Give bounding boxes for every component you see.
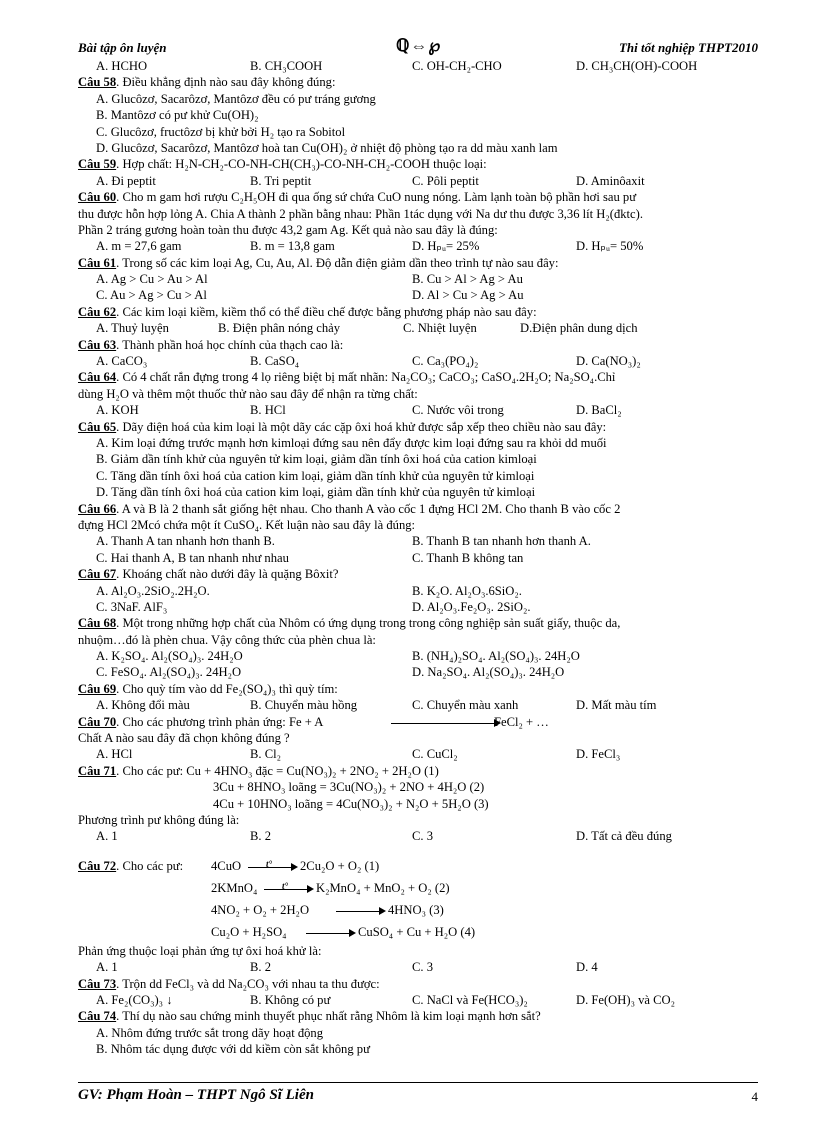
option: D. 4 <box>576 960 598 975</box>
equation <box>78 921 758 943</box>
heat-symbol: t° <box>266 858 273 869</box>
option: C. Nhiệt luyện <box>403 321 477 336</box>
option: A. Kim loại đứng trước mạnh hơn kimloại đứng sau nên đẩy được kim loại đứng sau ra khỏi dd muối <box>96 435 607 450</box>
options-row <box>78 746 758 762</box>
equation-reactant: 4CuO <box>211 858 242 873</box>
option: D. Hₚᵤ= 50% <box>576 239 644 254</box>
option: B. Mantôzơ có pư khử Cu(OH)₂ <box>96 108 259 123</box>
equation-text: 4Cu + 10HNO₃ loãng = 4Cu(NO₃)₂ + N₂O + 5H₂O (3) <box>213 796 489 811</box>
reaction-arrow <box>264 880 314 894</box>
question-label: Câu 60 <box>78 190 117 205</box>
question-text: . Cho các pư: <box>116 858 184 873</box>
option: D. Glucôzơ, Sacarôzơ, Mantôzơ hoà tan Cu(OH)₂ ở nhiệt độ phòng tạo ra dd màu xanh lam <box>96 140 558 155</box>
reaction-arrow <box>248 858 298 872</box>
options-row <box>78 959 758 975</box>
options-row <box>78 353 758 369</box>
question-label: Câu 72 <box>78 858 117 873</box>
question-label: Câu 69 <box>78 681 117 696</box>
option: D. Tăng dần tính ôxi hoá của cation kim loại, giảm dần tính khử của nguyên tử kimloại <box>96 485 536 500</box>
question-66 <box>78 501 758 517</box>
question-text: . Dãy điện hoá của kim loại là một dãy các cặp ôxi hoá khử được sắp xếp theo chiều nào sau đây: <box>116 419 607 434</box>
reaction-arrow <box>391 718 501 728</box>
option: A. HCl <box>96 747 133 762</box>
question-label: Câu 62 <box>78 304 117 319</box>
option: D. Na₂SO₄. Al₂(SO₄)₃. 24H₂O <box>412 665 565 680</box>
equation <box>78 899 758 921</box>
options-row <box>78 992 758 1008</box>
question-60 <box>78 189 758 205</box>
option: C. FeSO₄. Al₂(SO₄)₃. 24H₂O <box>96 665 242 680</box>
equation <box>78 779 758 795</box>
question-text: dùng H₂O và thêm một thuốc thử nào sau đây để nhận ra từng chất: <box>78 386 418 401</box>
equation-text: 3Cu + 8HNO₃ loãng = 3Cu(NO₃)₂ + 2NO + 4H₂O (2) <box>213 780 485 795</box>
option: C. Au > Ag > Cu > Al <box>96 288 207 303</box>
question-label: Câu 70 <box>78 714 117 729</box>
option: B. Giảm dần tính khử của nguyên tử kim loại, giảm dần tính ôxi hoá của cation kimloại <box>96 452 537 467</box>
option: B. Không có pư <box>250 992 331 1007</box>
question-label: Câu 64 <box>78 370 117 385</box>
question-65 <box>78 419 758 435</box>
equation-product: CuSO₄ + Cu + H₂O (4) <box>358 924 476 939</box>
header-ornament: ℚ⇔℘ <box>396 36 442 55</box>
options-row <box>78 271 758 287</box>
option: A. Thanh A tan nhanh hơn thanh B. <box>96 534 275 549</box>
question-68 <box>78 615 758 631</box>
option: A. Đi peptit <box>96 173 156 188</box>
options-row <box>78 287 758 303</box>
prev-question-options <box>78 58 758 74</box>
option: C. 3 <box>412 829 433 844</box>
question-label: Câu 74 <box>78 1009 117 1024</box>
question-label: Câu 61 <box>78 255 117 270</box>
question-71 <box>78 763 758 779</box>
question-label: Câu 65 <box>78 419 117 434</box>
page-header <box>78 36 758 58</box>
question-63 <box>78 337 758 353</box>
option: B. CH₃COOH <box>250 59 323 73</box>
option: D. FeCl₃ <box>576 747 621 762</box>
question-73 <box>78 976 758 992</box>
option: A. Không đổi màu <box>96 698 190 713</box>
option: D.Điện phân dung dịch <box>520 321 638 336</box>
header-right: Thi tốt nghiệp THPT2010 <box>618 40 758 55</box>
question-58 <box>78 74 758 90</box>
equation-product: K₂MnO₄ + MnO₂ + O₂ (2) <box>316 880 450 895</box>
option: B. (NH₄)₂SO₄. Al₂(SO₄)₃. 24H₂O <box>412 649 580 664</box>
options-row <box>78 583 758 599</box>
question-text: . Điều khẳng định nào sau đây không đúng: <box>116 75 336 90</box>
option: B. Tri peptit <box>250 173 312 188</box>
option: A. 1 <box>96 829 118 844</box>
option: D. Tất cả đều đúng <box>576 829 672 844</box>
option: A. K₂SO₄. Al₂(SO₄)₃. 24H₂O <box>96 649 243 664</box>
question-text: . Cho các pư: Cu + 4HNO₃ đặc = Cu(NO₃)₂ + 2NO₂ + 2H₂O (1) <box>116 763 439 778</box>
reaction-product: FeCl₂ + … <box>494 714 549 729</box>
option: B. Nhôm tác dụng được với dd kiềm còn sắt không pư <box>96 1042 370 1057</box>
options-row <box>78 238 758 254</box>
options-row <box>78 402 758 418</box>
question-label: Câu 71 <box>78 763 117 778</box>
option: A. Ag > Cu > Au > Al <box>96 272 208 287</box>
question-label: Câu 67 <box>78 567 117 582</box>
option: D. Ca(NO₃)₂ <box>576 354 641 369</box>
question-62 <box>78 304 758 320</box>
option: C. NaCl và Fe(HCO₃)₂ <box>412 992 528 1007</box>
option: D. Aminôaxit <box>576 173 645 188</box>
document-body <box>78 58 758 1057</box>
question-text: . Trộn dd FeCl₃ và dd Na₂CO₃ với nhau ta thu được: <box>116 976 380 991</box>
equation-reactant: 4NO₂ + O₂ + 2H₂O <box>211 902 310 917</box>
option: C. Chuyển màu xanh <box>412 698 519 713</box>
option: C. Thanh B không tan <box>412 550 524 565</box>
question-59 <box>78 156 758 172</box>
option: A. Nhôm đứng trước sắt trong dãy hoạt động <box>96 1025 324 1040</box>
options-row <box>78 550 758 566</box>
option: A. HCHO <box>96 59 148 73</box>
options-row <box>78 533 758 549</box>
question-text: Phần 2 tráng gương hoàn toàn thu được 43,2 gam Ag. Kết quả nào sau đây là đúng: <box>78 222 498 237</box>
question-label: Câu 59 <box>78 157 117 172</box>
option: A. Fe₂(CO₃)₃ ↓ <box>96 992 173 1007</box>
option: C. OH-CH₂-CHO <box>412 59 502 73</box>
option: B. HCl <box>250 403 286 418</box>
option: B. CaSO₄ <box>250 354 300 369</box>
question-text: . Một trong những hợp chất của Nhôm có ứng dụng trong trong công nghiệp sản suất giấy, thuộc da, <box>116 616 621 631</box>
reaction-arrow <box>336 906 386 916</box>
option: A. m = 27,6 gam <box>96 239 182 254</box>
option: B. Thanh B tan nhanh hơn thanh A. <box>412 534 591 549</box>
footer-author: GV: Phạm Hoàn – THPT Ngô Sĩ Liên <box>78 1087 314 1103</box>
option: D. BaCl₂ <box>576 403 622 418</box>
option: C. CuCl₂ <box>412 747 458 762</box>
question-text: . A và B là 2 thanh sắt giống hệt nhau. Cho thanh A vào cốc 1 đựng HCl 2M. Cho thanh B vào cốc 2 <box>116 501 621 516</box>
option: D. CH₃CH(OH)-COOH <box>576 59 698 73</box>
heat-symbol: t° <box>282 880 289 891</box>
equation-reactant: 2KMnO₄ <box>211 880 258 895</box>
reaction-arrow <box>306 928 356 938</box>
question-text: . Các kim loại kiềm, kiềm thổ có thể điều chế được bằng phương pháp nào sau đây: <box>116 304 537 319</box>
equation-product: 2Cu₂O + O₂ (1) <box>300 858 380 873</box>
option: A. 1 <box>96 960 118 975</box>
option: D. Mất màu tím <box>576 698 657 713</box>
question-label: Câu 58 <box>78 75 117 90</box>
equation-reactant: Cu₂O + H₂SO₄ <box>211 924 287 939</box>
question-text: . Có 4 chất rắn đựng trong 4 lọ riêng biệt bị mất nhãn: Na₂CO₃; CaCO₃; CaSO₄.2H₂O; Na₂SO₄.Chỉ <box>116 370 616 385</box>
option: D. Al₂O₃.Fe₂O₃. 2SiO₂. <box>412 599 531 614</box>
question-label: Câu 73 <box>78 976 117 991</box>
option: D. Fe(OH)₃ và CO₂ <box>576 992 676 1007</box>
question-text: . Khoáng chất nào dưới đây là quặng Bôxit? <box>116 567 339 582</box>
question-text: . Thành phần hoá học chính của thạch cao là: <box>116 337 344 352</box>
question-text: . Thí dụ nào sau chứng minh thuyết phục nhất rằng Nhôm là kim loại mạnh hơn sắt? <box>116 1009 541 1024</box>
option: C. Ca₃(PO₄)₂ <box>412 354 479 369</box>
option: D. Hₚᵤ= 25% <box>412 239 480 254</box>
question-74 <box>78 1008 758 1024</box>
option: A. KOH <box>96 403 139 418</box>
option: A. Glucôzơ, Sacarôzơ, Mantôzơ đều có pư tráng gương <box>96 91 376 106</box>
question-text: nhuộm…đó là phèn chua. Vậy công thức của phèn chua là: <box>78 632 376 647</box>
question-text: . Trong số các kim loại Ag, Cu, Au, Al. Độ dẫn điện giảm dần theo trình tự nào sau đây: <box>116 255 559 270</box>
question-72 <box>78 855 758 877</box>
question-text: thu được hỗn hợp lỏng A. Chia A thành 2 phần bằng nhau: Phần 1tác dụng với Na dư thu được 3,36 lít H₂(đktc). <box>78 206 643 221</box>
page-footer <box>78 1087 758 1107</box>
option: D. Al > Cu > Ag > Au <box>412 288 524 303</box>
equation <box>78 796 758 812</box>
options-row <box>78 697 758 713</box>
options-row <box>78 599 758 615</box>
option: C. Nước vôi trong <box>412 403 504 418</box>
options-row <box>78 320 758 336</box>
question-text: Phương trình pư không đúng là: <box>78 812 240 827</box>
option: C. Tăng dần tính ôxi hoá của cation kim loại, giảm dần tính khử của nguyên tử kimloại <box>96 468 535 483</box>
equation <box>78 877 758 899</box>
options-row <box>78 173 758 189</box>
option: B. 2 <box>250 960 271 975</box>
question-61 <box>78 255 758 271</box>
option: B. Chuyển màu hồng <box>250 698 358 713</box>
footer-divider <box>78 1082 758 1083</box>
question-label: Câu 68 <box>78 616 117 631</box>
question-69 <box>78 681 758 697</box>
equation-product: 4HNO₃ (3) <box>388 902 444 917</box>
option: A. Al₂O₃.2SiO₂.2H₂O. <box>96 583 210 598</box>
question-label: Câu 66 <box>78 501 117 516</box>
question-label: Câu 63 <box>78 337 117 352</box>
option: C. Glucôzơ, fructôzơ bị khử bởi H₂ tạo ra Sobitol <box>96 124 346 139</box>
option: B. Điện phân nóng chảy <box>218 321 341 336</box>
question-text: . Cho m gam hơi rượu C₂H₅OH đi qua ống sứ chứa CuO nung nóng. Làm lạnh toàn bộ phần hơi sau pư <box>116 190 637 205</box>
option: C. 3 <box>412 960 433 975</box>
options-row <box>78 664 758 680</box>
option: A. Thuỷ luyện <box>96 321 169 336</box>
question-text: Phản ứng thuộc loại phản ứng tự ôxi hoá khử là: <box>78 943 322 958</box>
option: C. 3NaF. AlF₃ <box>96 599 168 614</box>
question-text: đựng HCl 2Mcó chứa một ít CuSO₄. Kết luận nào sau đây là đúng: <box>78 517 416 532</box>
option: B. Cl₂ <box>250 747 281 762</box>
options-row <box>78 648 758 664</box>
question-text: . Cho quỳ tím vào dd Fe₂(SO₄)₃ thì quỳ tím: <box>116 681 338 696</box>
header-left: Bài tập ôn luyện <box>78 40 167 55</box>
option: B. m = 13,8 gam <box>250 239 335 254</box>
option: C. Hai thanh A, B tan nhanh như nhau <box>96 550 289 565</box>
option: C. Pôli peptit <box>412 173 479 188</box>
options-row <box>78 828 758 844</box>
question-67 <box>78 566 758 582</box>
option: B. 2 <box>250 829 271 844</box>
option: A. CaCO₃ <box>96 354 148 369</box>
option: B. K₂O. Al₂O₃.6SiO₂. <box>412 583 522 598</box>
question-64 <box>78 369 758 385</box>
page-number: 4 <box>751 1089 758 1104</box>
question-text: Chất A nào sau đây đã chọn không đúng ? <box>78 731 290 746</box>
question-text: . Hợp chất: H₂N-CH₂-CO-NH-CH(CH₃)-CO-NH-CH₂-COOH thuộc loại: <box>116 157 487 172</box>
option: B. Cu > Al > Ag > Au <box>412 272 523 287</box>
question-70 <box>78 714 758 730</box>
question-text: . Cho các phương trình phản ứng: Fe + A <box>116 714 324 729</box>
